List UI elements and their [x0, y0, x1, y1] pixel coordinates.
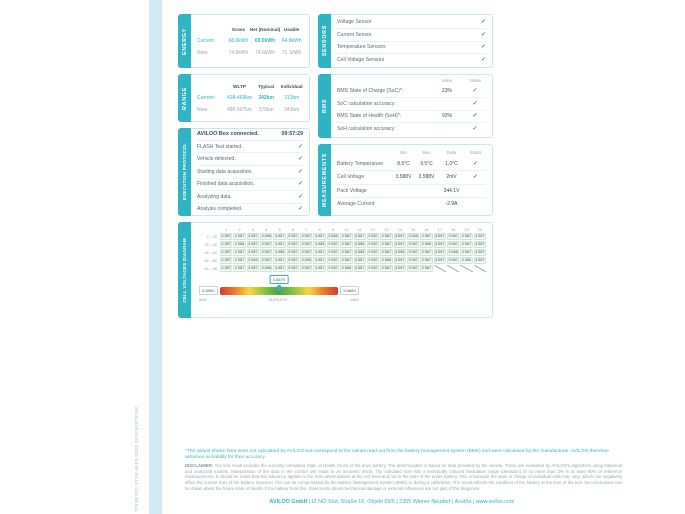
protocol-step-label: Analysis completed.	[197, 206, 243, 213]
protocol-step-label: Finished data acquisition.	[197, 181, 255, 188]
disclaimer-text: The test result includes the currently calculated State of Health (SoH) of the drive battery. The determination is based on data provided by the vehicle. These are evaluated by AVILOO's algorithms using statistical and analytical models. Manipulation of the data in the control unit leads to an incorrect result. The indicated SoH has a technically induced fluctuation range (deviation) of no more than 3% in at least 90% of reference measurements. It should be noted that this tolerance applies to the SoH determination at the cell level and not to the SoH of the entire battery. This is because the state of charge of individual cells may vary, which can negatively affect the current SoH of the battery. However, this can be compensated by the Battery Management System (BMS) or during a calibration. The result reflects the condition of the battery at the time of the test. No conclusions can be drawn about the future state of health of the battery from this. Statements about mechanical damage or external influences are not part of this diagnosis.	[185, 463, 622, 491]
cell-voltage: 3.586	[394, 250, 405, 254]
cell-voltage: 3.587	[354, 234, 365, 238]
check-icon: ✓	[297, 193, 303, 200]
cell-voltage: 3.587	[354, 258, 365, 262]
stat-value: 438-469km	[227, 94, 253, 101]
bms-panel	[318, 74, 493, 138]
cell-voltage: 3.587	[221, 266, 231, 270]
cell-voltage: 3.587	[341, 234, 352, 238]
row-label: New:	[197, 106, 209, 113]
stat-value: 68.0kWh	[228, 37, 249, 44]
protocol-steps	[197, 141, 303, 216]
cell-voltage: 3.587	[435, 242, 445, 246]
measurement-row	[337, 185, 486, 199]
cell-voltage: 3.587	[221, 258, 231, 262]
range-panel	[178, 74, 310, 122]
measurements-panel-label	[318, 144, 331, 216]
column-header: Gross	[231, 26, 246, 32]
grid-corner	[197, 227, 219, 232]
cell-voltage: 3.588	[328, 234, 338, 238]
footer	[162, 499, 622, 505]
measurement-row	[337, 198, 486, 211]
cell-voltage: 3.586	[354, 242, 365, 246]
grid-column-number: 12	[370, 227, 376, 232]
disclaimer	[185, 463, 622, 491]
grid-row-label: 81 - 96	[204, 266, 217, 271]
check-icon: ✓	[297, 156, 303, 163]
execution-protocol-panel-label	[178, 128, 191, 216]
test-id: 7F43B7DC-377B-4E93-9332-3A7C57E7E38C	[134, 405, 139, 512]
cell-voltage: 3.587	[301, 250, 312, 254]
grid-column-number: 11	[357, 227, 362, 232]
energy-panel-label	[178, 14, 191, 68]
bms-row	[337, 123, 486, 135]
cell-voltage: 3.587	[461, 242, 472, 246]
footer-address: | IZ NÖ-Süd, Straße 16, Objekt 69/5 | 2355 Wiener Neudorf | Austria | www.aviloo.com	[307, 499, 515, 505]
range-table	[197, 84, 303, 113]
bms-status-header: Status	[469, 78, 481, 84]
stat-value: 69.0kWh	[254, 37, 276, 44]
range-panel-label	[178, 74, 191, 122]
protocol-step	[197, 204, 303, 216]
voltage-scale-labels	[199, 297, 359, 302]
cell-voltage: 3.587	[274, 234, 285, 238]
protocol-step-label: Vehicle detected.	[197, 156, 236, 163]
bms-panel-body	[331, 74, 493, 138]
cell-voltage: 3.587	[234, 250, 245, 254]
bms-values-footnote: *The values shown here were not calculated by AVILOO but correspond to the values read out from the battery management system (BMS) and were calculated by the manufacturer. AVILOO therefore assumes no liability for their accuracy.	[185, 449, 609, 461]
bms-rows	[337, 85, 486, 134]
grid-row-label: 1 - 20	[206, 234, 217, 239]
stat-value: 480-507km	[227, 106, 253, 113]
grid-column-number: 14	[397, 227, 402, 232]
protocol-step	[197, 179, 303, 192]
cell-voltage: 3.587	[408, 266, 418, 270]
cell-voltage: 3.587	[301, 234, 312, 238]
cell-voltage: 3.587	[314, 266, 325, 270]
cell-voltage: 3.587	[448, 242, 458, 246]
max-voltage-chip: 3.588V	[340, 286, 359, 295]
column-header: Usable	[283, 26, 300, 32]
check-icon: ✓	[472, 125, 478, 132]
cell-voltage: 3.587	[261, 242, 271, 246]
cell-voltage: 3.587	[435, 258, 445, 262]
stat-value: 313km	[284, 94, 300, 101]
measurement-label: Average Current	[337, 201, 375, 208]
stat-value: 64.9kWh	[281, 37, 302, 44]
check-icon: ✓	[480, 31, 486, 38]
cell-voltage: 3.587	[328, 266, 338, 270]
check-icon: ✓	[297, 181, 303, 188]
min-voltage-chip: 3.586V	[199, 286, 218, 295]
bms-value: 23%	[441, 88, 453, 95]
measurements-column-headers	[337, 149, 486, 157]
measurement-row	[337, 171, 486, 185]
cell-voltage: 3.587	[288, 266, 298, 270]
measurement-row	[337, 157, 486, 171]
execution-protocol-panel	[178, 128, 310, 216]
measurement-value: 3.588V	[418, 174, 435, 181]
cell-voltage: 3.588	[314, 242, 325, 246]
check-icon: ✓	[472, 174, 479, 181]
sensors-panel-title: SENSORS	[321, 25, 328, 57]
protocol-step	[197, 191, 303, 204]
bms-row	[337, 85, 486, 98]
bms-label: BMS State of Charge (SoC)*:	[337, 88, 404, 95]
cell-voltage: 3.587	[248, 250, 258, 254]
cell-voltage: 3.587	[248, 242, 258, 246]
range-panel-title: RANGE	[181, 86, 188, 110]
cell-voltage: 3.588	[408, 234, 418, 238]
measurement-label: Cell Voltage	[337, 174, 365, 181]
measurement-value: 3.588V	[395, 174, 412, 181]
cell-voltage: 3.587	[421, 266, 432, 270]
cell-voltage: 3.587	[408, 242, 418, 246]
grid-row-label: 21 - 40	[204, 242, 217, 247]
bms-value-header: Value	[441, 78, 453, 84]
bms-row	[337, 111, 486, 124]
average-voltage-chip: 3.587V	[270, 275, 289, 284]
cell-voltage: 3.587	[234, 266, 245, 270]
check-icon: ✓	[297, 143, 303, 150]
grid-column-number: 8	[318, 227, 321, 232]
cell-voltage: 3.587	[248, 266, 258, 270]
cell-voltage: 3.587	[435, 250, 445, 254]
energy-panel	[178, 14, 310, 68]
cell-voltage: 3.587	[234, 258, 245, 262]
grid-column-number: 4	[265, 227, 268, 232]
cell-voltage: 3.587	[475, 258, 485, 262]
measurement-value: 2mV	[446, 174, 457, 181]
execution-protocol-panel-title: EXECUTION PROTOCOL	[182, 143, 187, 201]
bms-value: 92%	[441, 113, 453, 120]
cell-voltage: 3.588	[248, 258, 258, 262]
row-label: New:	[197, 49, 209, 56]
cell-voltage: 3.587	[328, 242, 338, 246]
cell-voltage: 3.587	[475, 234, 485, 238]
sensor-row	[337, 54, 486, 66]
cell-voltage: 3.587	[394, 266, 405, 270]
sensor-list	[337, 16, 486, 65]
grid-column-number: 5	[278, 227, 281, 232]
cell-voltage: 3.587	[381, 242, 392, 246]
range-panel-body	[191, 74, 310, 122]
grid-column-number: 18	[450, 227, 456, 232]
sensor-label: Temperature Sensors	[337, 44, 386, 51]
cell-voltage: 3.587	[288, 258, 298, 262]
energy-table	[197, 27, 303, 56]
status-header: Status	[469, 150, 482, 156]
row-label: Current:	[197, 94, 216, 101]
bms-panel-title: BMS	[321, 98, 328, 114]
measurement-label: Pack Voltage	[337, 187, 367, 194]
cell-voltage: 3.588	[354, 250, 365, 254]
cell-voltage: 3.587	[341, 242, 352, 246]
cell-voltages-panel	[178, 222, 493, 318]
cell-voltage: 3.587	[368, 250, 378, 254]
cell-voltage: 3.587	[354, 266, 365, 270]
cell-voltages-panel-body	[191, 222, 493, 318]
grid-column-number: 9	[331, 227, 335, 232]
sensors-panel-body	[331, 14, 493, 68]
cell-voltage: 3.587	[421, 250, 432, 254]
cell-empty-slash	[474, 265, 486, 272]
cell-voltage: 3.587	[408, 258, 418, 262]
cell-voltage: 3.588	[341, 266, 352, 270]
stat-value: 71.1kWh	[281, 49, 302, 56]
grid-column-number: 16	[424, 227, 429, 232]
max-header: Max	[422, 150, 431, 156]
grid-column-number: 20	[477, 227, 483, 232]
cell-voltage: 3.587	[288, 242, 298, 246]
stat-value: 375km	[258, 106, 274, 113]
sensor-row	[337, 29, 486, 42]
cell-voltage: 3.587	[381, 250, 392, 254]
check-icon: ✓	[297, 206, 303, 213]
page-accent-stripe	[149, 0, 162, 514]
grid-column-number: 6	[291, 227, 295, 232]
cell-voltage: 3.587	[408, 250, 418, 254]
protocol-step-label: FLASH Test started.	[197, 143, 243, 150]
grid-column-number: 17	[437, 227, 442, 232]
voltage-scale	[199, 276, 359, 302]
sensors-panel	[318, 14, 493, 68]
bms-panel-label	[318, 74, 331, 138]
cell-voltage: 3.587	[261, 250, 271, 254]
sensor-label: Cell Voltage Sensors	[337, 56, 385, 63]
cell-voltage: 3.587	[421, 258, 432, 262]
cell-voltage: 3.587	[368, 266, 378, 270]
cell-voltage: 3.587	[341, 250, 352, 254]
measurements-panel-body	[331, 144, 493, 216]
sensor-row	[337, 16, 486, 29]
disclaimer-label: DISCLAIMER:	[185, 463, 215, 468]
bms-row	[337, 98, 486, 111]
cell-voltage: 3.587	[461, 250, 472, 254]
cell-voltage: 3.587	[448, 258, 458, 262]
check-icon: ✓	[472, 160, 479, 167]
cell-voltage: 3.587	[314, 250, 325, 254]
cell-voltage: 3.587	[274, 258, 285, 262]
protocol-header-time: 09:57:29	[281, 130, 303, 137]
cell-voltage: 3.588	[234, 242, 245, 246]
stat-value: 74.6kWh	[228, 49, 249, 56]
cell-voltage: 3.587	[475, 242, 485, 246]
grid-column-number: 1	[225, 227, 228, 232]
protocol-step	[197, 166, 303, 179]
cell-voltage: 3.586	[461, 258, 472, 262]
min-label: MIN	[199, 297, 207, 302]
protocol-header	[197, 129, 303, 141]
cell-voltages-panel-title: CELL VOLTAGES DIAGRAM	[182, 237, 187, 303]
cell-voltage: 3.587	[288, 234, 298, 238]
cell-voltage: 3.587	[314, 258, 325, 262]
check-icon: ✓	[472, 113, 478, 120]
cell-voltage: 3.587	[368, 242, 378, 246]
grid-column-number: 13	[384, 227, 389, 232]
energy-panel-body	[191, 14, 310, 68]
average-label: AVERAGE	[268, 297, 288, 302]
sensor-label: Current Sensor	[337, 31, 372, 38]
cell-voltage: 3.587	[301, 266, 312, 270]
cell-empty-slash	[434, 265, 446, 272]
cell-voltage: 3.587	[328, 250, 338, 254]
row-label: Current:	[197, 37, 216, 44]
cell-voltage: 3.587	[421, 234, 432, 238]
check-icon: ✓	[480, 44, 486, 51]
cell-voltage: 3.586	[301, 258, 312, 262]
sensors-panel-label	[318, 14, 331, 68]
bms-label: SoC calculation accuracy:	[337, 100, 396, 107]
cell-voltage: 3.587	[394, 234, 405, 238]
check-icon: ✓	[472, 100, 478, 107]
measurement-value: 1.0°C	[445, 160, 458, 167]
measurement-label: Battery Temperature	[337, 160, 384, 167]
sensor-row	[337, 42, 486, 55]
grid-column-number: 15	[410, 227, 416, 232]
measurement-value: 8.5°C	[397, 160, 410, 167]
protocol-step-label: Analyzing data.	[197, 193, 232, 200]
min-header: Min	[400, 150, 407, 156]
stat-value: 342km	[258, 94, 274, 101]
average-marker	[270, 275, 289, 290]
footer-company: AVILOO GmbH	[269, 499, 308, 505]
cell-voltage: 3.587	[368, 258, 378, 262]
cell-voltage: 3.587	[274, 266, 285, 270]
cell-voltage: 3.588	[261, 266, 271, 270]
check-icon: ✓	[472, 88, 478, 95]
cell-voltage: 3.587	[221, 242, 231, 246]
check-icon: ✓	[480, 56, 486, 63]
bms-label: BMS State of Health (SoH)*:	[337, 113, 402, 120]
pin-icon	[275, 283, 282, 290]
column-header: Net (Nominal)	[249, 26, 281, 32]
measurement-value: -2.9A	[445, 201, 458, 208]
grid-column-number: 10	[344, 227, 349, 232]
column-header: Typical	[258, 83, 275, 89]
measurement-value: 9.5°C	[420, 160, 433, 167]
check-icon: ✓	[297, 168, 303, 175]
cell-voltage: 3.587	[288, 250, 298, 254]
protocol-step	[197, 141, 303, 154]
column-header: WLTP	[233, 83, 246, 89]
cell-voltage: 3.588	[261, 234, 271, 238]
max-label: MAX	[350, 297, 359, 302]
cell-voltage: 3.587	[314, 234, 325, 238]
protocol-step	[197, 153, 303, 166]
measurements-panel-title: MEASUREMENTS	[321, 152, 328, 208]
cell-voltage: 3.588	[448, 250, 458, 254]
grid-row-label: 61 - 80	[204, 258, 217, 263]
grid-column-number: 7	[305, 227, 308, 232]
cell-voltage: 3.587	[394, 258, 405, 262]
delta-header: Delta	[446, 150, 457, 156]
measurement-rows	[337, 157, 486, 210]
voltage-gradient-bar	[220, 276, 339, 295]
cell-voltage: 3.587	[448, 234, 458, 238]
protocol-header-label: AVILOO Box connected.	[197, 130, 259, 137]
cell-voltage: 3.588	[381, 258, 392, 262]
cell-voltage: 3.586	[274, 250, 285, 254]
cell-voltage: 3.587	[301, 242, 312, 246]
cell-voltage: 3.588	[421, 242, 432, 246]
voltage-scale-row	[199, 276, 359, 295]
cell-voltage: 3.587	[248, 234, 258, 238]
cell-voltage: 3.587	[261, 258, 271, 262]
cell-voltage-grid	[197, 227, 486, 272]
grid-row-label: 41 - 60	[204, 250, 217, 255]
stat-value: 343km	[284, 106, 300, 113]
cell-voltage: 3.587	[381, 234, 392, 238]
bms-column-headers	[337, 77, 486, 85]
grid-column-number: 3	[251, 227, 254, 232]
column-header: Individual	[280, 83, 303, 89]
cell-voltage: 3.587	[221, 234, 231, 238]
measurements-panel	[318, 144, 493, 216]
cell-voltage: 3.587	[435, 234, 445, 238]
cell-voltage: 3.587	[221, 250, 231, 254]
cell-voltage: 3.587	[274, 242, 285, 246]
cell-empty-slash	[447, 265, 459, 272]
energy-panel-title: ENERGY	[181, 27, 188, 55]
measurement-value: 344.1V	[443, 187, 460, 194]
stat-value: 74.6kWh	[255, 49, 275, 56]
cell-voltage: 3.587	[381, 266, 392, 270]
check-icon: ✓	[480, 19, 486, 26]
cell-voltage: 3.587	[475, 250, 485, 254]
cell-voltage: 3.587	[328, 258, 338, 262]
cell-voltage: 3.587	[461, 234, 472, 238]
grid-column-number: 19	[464, 227, 469, 232]
cell-empty-slash	[460, 265, 472, 272]
cell-voltage: 3.587	[341, 258, 352, 262]
protocol-step-label: Starting data acquisition.	[197, 168, 253, 175]
cell-voltage: 3.587	[234, 234, 245, 238]
cell-voltages-panel-label	[178, 222, 191, 318]
cell-voltage: 3.587	[394, 242, 405, 246]
grid-column-number: 2	[238, 227, 241, 232]
bms-label: SoH calculation accuracy:	[337, 125, 396, 132]
sensor-label: Voltage Sensor	[337, 19, 372, 26]
execution-protocol-panel-body	[191, 128, 310, 216]
cell-voltage: 3.587	[368, 234, 378, 238]
